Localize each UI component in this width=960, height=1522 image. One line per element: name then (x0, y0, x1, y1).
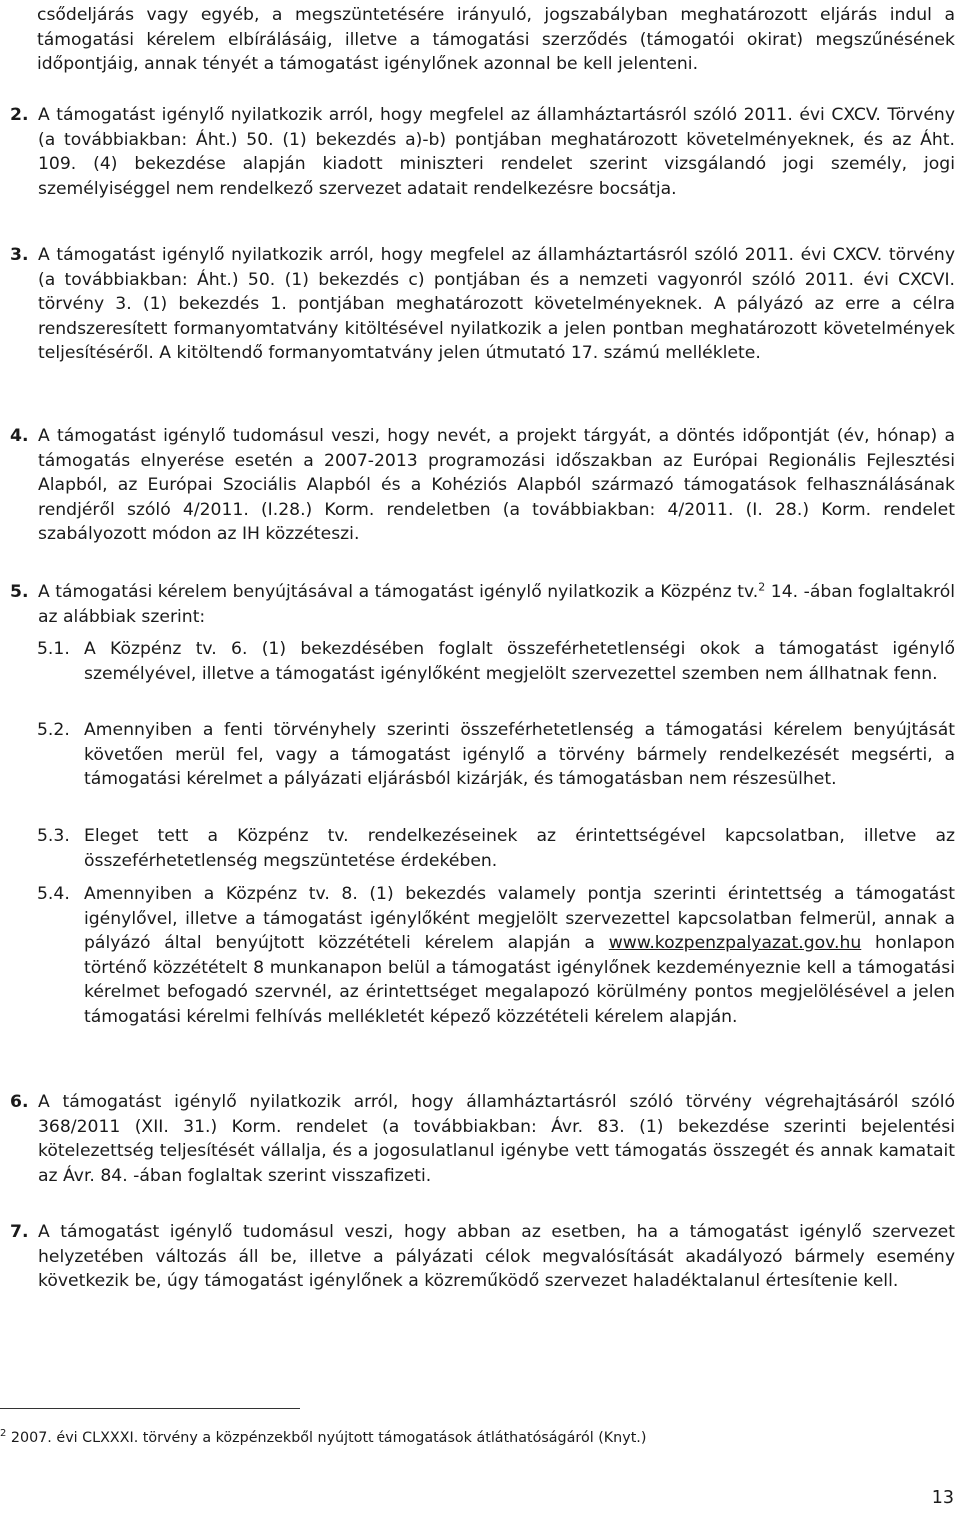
item-text: A támogatást igénylő nyilatkozik arról, hogy államháztartásról szóló törvény végrehajtásáról szóló 368/2011 (XII. 31.) Korm. rendelet (a továbbiakban: Ávr. 83. (1) bekezdése szerinti bejelentési kötelezettség teljesítését vállalja, és a jogosulatlanul igénybe vett támogatás összegét és annak kamatait az Ávr. 84. -ában foglaltak szerint visszafizeti. (38, 1092, 955, 1186)
page-number: 13 (931, 1488, 954, 1508)
subitem-text: Eleget tett a Közpénz tv. rendelkezéseinek az érintettségével kapcsolatban, illetve az összeférhetetlenség megszüntetése érdekében. (84, 826, 955, 871)
footnote-number: 2 (0, 1428, 7, 1440)
footnote-text: 2007. évi CLXXXI. törvény a közpénzekből nyújtott támogatások átláthatóságáról (Knyt.) (10, 1430, 647, 1446)
subitem-text: A Közpénz tv. 6. (1) bekezdésében foglalt összeférhetetlenségi okok a támogatást igénylő személyével, illetve a támogatást igénylőként megjelölt szervezettel szemben nem állhatnak fenn. (84, 639, 955, 684)
subitem-text: Amennyiben a fenti törvényhely szerinti összeférhetetlenség a támogatási kérelem benyújtását követően merül fel, vagy a támogatást igénylő a törvény bármely rendelkezését megsérti, a támogatási kérelmet a pályázati eljárásból kizárják, és támogatásban nem részesülhet. (84, 720, 955, 790)
item-text (38, 580, 955, 629)
footnote-separator (0, 1408, 300, 1409)
item-number: 4. (10, 426, 29, 446)
subitem-text-after: honlapon történő közzétételt 8 munkanapon belül a támogatást igénylőnek kezdeményeznie kell a támogatási kérelmet befogadó szervnél, az érintettséget megalapozó körülmény pontos megjelölésével a jelen támogatási kérelmi felhívás mellékletét képező közzétételi kérelem alapján. (84, 933, 955, 1027)
item-text: A támogatást igénylő tudomásul veszi, hogy abban az esetben, ha a támogatást igénylő szervezet helyzetében változás áll be, illetve a pályázati célok megvalósítását akadályozó bármely esemény következik be, úgy támogatást igénylőnek a közreműködő szervezet haladéktalanul értesítenie kell. (38, 1222, 955, 1292)
website-link[interactable]: www.kozpenzpalyazat.gov.hu (608, 933, 862, 954)
footnote (0, 1428, 646, 1448)
subitem-number: 5.2. (37, 720, 70, 740)
item-text: A támogatást igénylő nyilatkozik arról, hogy megfelel az államháztartásról szóló 2011. évi CXCV. törvény (a továbbiakban: Áht.) 50. (1) bekezdés c) pontjában és a nemzeti vagyonról szóló 2011. évi CXCVI. törvény 3. (1) bekezdés 1. pontjában meghatározott követelményeknek. A pályázó az erre a célra rendszeresített formanyomtatvány kitöltésével nyilatkozik a jelen pontban meghatározott követelmények teljesítéséről. A kitöltendő formanyomtatvány jelen útmutató 17. számú melléklete. (38, 245, 955, 364)
item-number: 2. (10, 105, 29, 125)
subitem-text-before: Amennyiben a Közpénz tv. 8. (1) bekezdés valamely pontja szerinti érintettség a támogatást igénylővel, illetve a támogatást igénylőként megjelölt szervezettel kapcsolatban felmerül, annak a pályázó által benyújtott közzétételi kérelem alapján a (84, 884, 955, 954)
item-number: 3. (10, 245, 29, 265)
item-text: A támogatást igénylő nyilatkozik arról, hogy megfelel az államháztartásról szóló 2011. évi CXCV. Törvény (a továbbiakban: Áht.) 50. (1) bekezdés a)-b) pontjában meghatározott követelményeknek, és az Áht. 109. (4) bekezdése alapján kiadott miniszteri rendelet szerint vizsgálandó jogi személy, jogi személyiséggel nem rendelkező szervezet adatait rendelkezésre bocsátja. (38, 105, 955, 199)
item-number: 6. (10, 1092, 29, 1112)
item-number: 5. (10, 582, 29, 602)
item-text-after: 14. -ában foglaltakról az alábbiak szerint: (38, 582, 956, 627)
subitem-number: 5.4. (37, 884, 70, 904)
subitem-number: 5.3. (37, 826, 70, 846)
subitem-text (84, 882, 955, 1030)
subitem-number: 5.1. (37, 639, 70, 659)
footnote-ref[interactable]: 2 (758, 580, 766, 594)
lead-paragraph: csődeljárás vagy egyéb, a megszüntetésére irányuló, jogszabályban meghatározott eljárás indul a támogatási kérelem elbírálásáig, illetve a támogatási szerződés (támogatói okirat) megszűnésének időpontjáig, annak tényét a támogatást igénylőnek azonnal be kell jelenteni. (37, 5, 955, 75)
item-number: 7. (10, 1222, 29, 1242)
item-text: A támogatást igénylő tudomásul veszi, hogy nevét, a projekt tárgyát, a döntés időpontját (év, hónap) a támogatás elnyerése esetén a 2007-2013 programozási időszakban az Európai Regionális Fejlesztési Alapból, az Európai Szociális Alapból és a Kohéziós Alapból származó támogatások felhasználásának rendjéről szóló 4/2011. (I.28.) Korm. rendeletben (a továbbiakban: 4/2011. (I. 28.) Korm. rendelet szabályozott módon az IH közzéteszi. (38, 426, 955, 545)
item-text-before: A támogatási kérelem benyújtásával a támogatást igénylő nyilatkozik a Közpénz tv. (38, 582, 759, 602)
